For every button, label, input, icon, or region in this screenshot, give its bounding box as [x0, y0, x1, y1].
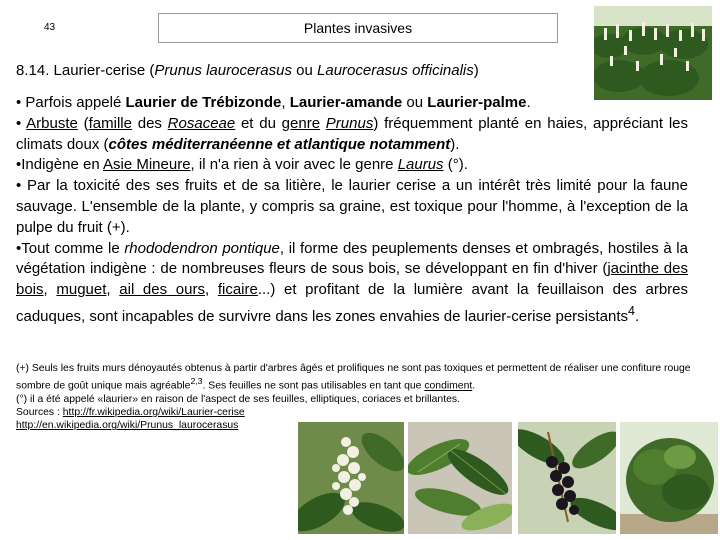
body-text [16, 93, 688, 328]
link-source-en[interactable]: http://en.wikipedia.org/wiki/Prunus_laurocerasus [16, 420, 239, 432]
link-ficaire[interactable]: ficaire [217, 281, 258, 299]
paragraph-invasion: •Tout comme le rhododendron pontique, il forme des peuplements denses et ombragés, hostiles à la végétation indigène : de nombreuses fleurs de sous bois, se développant en fin d'hiver (jacinthe des bois, muguet, ail des ours, ficaire...) et profitant de la lumière avant la feuillaison des arbres caduques, sont incapables de survivre dans les zones envahies de laurier-cerise persistants$^4$. [16, 239, 688, 325]
link-laurus[interactable]: Laurus [397, 156, 444, 174]
link-asie-mineure[interactable]: Asie Mineure [103, 156, 191, 174]
link-condiment[interactable]: condiment [424, 380, 473, 392]
link-prunus[interactable]: Prunus [325, 114, 374, 132]
link-ail-des-ours[interactable]: ail des ours [119, 281, 205, 299]
link-famille[interactable]: famille [88, 114, 132, 132]
link-genre[interactable]: genre [281, 114, 321, 132]
hedge-flowering-photo [594, 6, 712, 100]
note-name-origin: (°) il a été appelé «laurier» en raison de l'aspect de ses feuilles, elliptiques, coriaces et brillantes. [16, 393, 460, 405]
link-jacinthe-des-bois[interactable]: jacinthe des bois [16, 260, 688, 299]
link-rosaceae[interactable]: Rosaceae [167, 114, 236, 132]
shrub-photo [620, 422, 718, 534]
leaves-photo [408, 422, 512, 534]
paragraph-origin: •Indigène en Asie Mineure, il n'a rien à voir avec le genre Laurus (°). [16, 156, 468, 174]
berries-photo [518, 422, 616, 534]
note-sources: Sources : http://fr.wikipedia.org/wiki/Laurier-cerise [16, 407, 245, 419]
slide-title: Plantes invasives [158, 13, 558, 43]
link-arbuste[interactable]: Arbuste [26, 114, 78, 132]
page-number: 43 [44, 22, 56, 33]
flower-raceme-photo [298, 422, 404, 534]
link-muguet[interactable]: muguet [56, 281, 107, 299]
paragraph-toxicity: • Par la toxicité des ses fruits et de sa litière, le laurier cerise a un intérêt très limité pour la faune sauvage. L'ensemble de la plante, y compris sa graine, est toxique pour l'homme, à l'exception de la pulpe du fruit (+). [16, 177, 688, 236]
link-source-fr[interactable]: http://fr.wikipedia.org/wiki/Laurier-cerise [62, 407, 245, 419]
paragraph-description: • Arbuste (famille des Rosaceae et du genre Prunus) fréquemment planté en haies, appréciant les climats doux (côtes méditerranéenne et atlantique notamment). [16, 114, 688, 153]
paragraph-names: • Parfois appelé Laurier de Trébizonde, Laurier-amande ou Laurier-palme. [16, 94, 531, 111]
section-heading: 8.14. Laurier-cerise (Prunus laurocerasus ou Laurocerasus officinalis) [16, 62, 479, 79]
note-toxicity: (+) Seuls les fruits murs dénoyautés obtenus à partir d'arbres âgés et prolifiques ne sont pas toxiques et permettent de réaliser une confiture rouge sombre de goût unique mais agréable$^{2,3}$. Ses feuilles ne sont pas utilisables en tant que condiment. [16, 363, 691, 392]
